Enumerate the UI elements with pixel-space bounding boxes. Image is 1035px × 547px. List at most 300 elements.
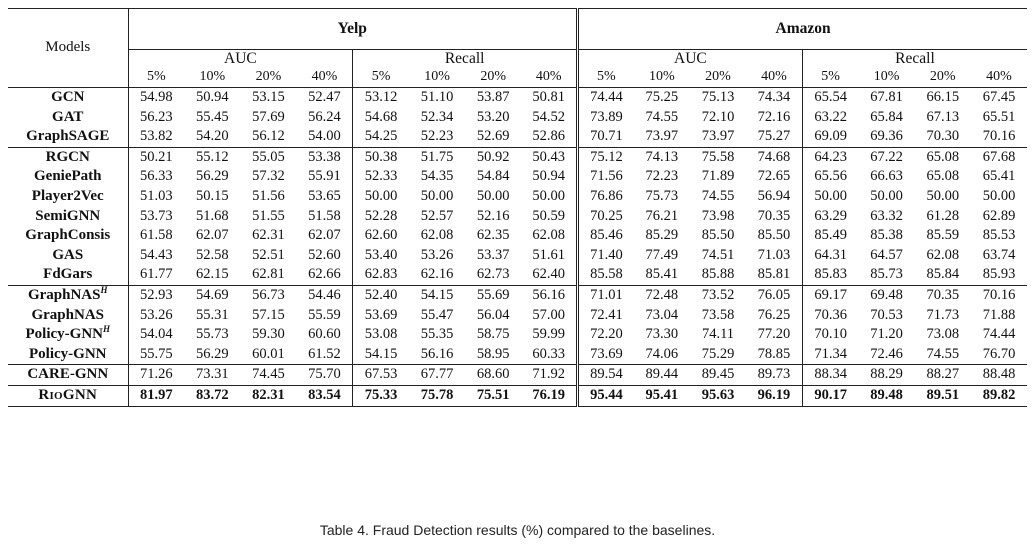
amazon-recall-header: Recall	[802, 50, 1027, 68]
value-cell: 75.73	[645, 187, 679, 204]
table-row	[8, 246, 1027, 266]
model-name-cell	[8, 226, 128, 246]
value-cell: 55.47	[420, 306, 454, 323]
header-row-datasets	[8, 9, 1027, 50]
yelp-header: Yelp	[128, 9, 578, 50]
value-cell: 54.25	[353, 127, 409, 147]
model-name-cell	[8, 365, 128, 386]
value-cell: 90.17	[802, 385, 858, 406]
value-cell: 89.48	[858, 385, 914, 406]
value-cell: 71.73	[926, 306, 960, 323]
model-name: CARE-GNN	[27, 366, 109, 383]
value-cell: 56.94	[757, 187, 791, 204]
value-cell: 62.89	[982, 207, 1016, 224]
model-name-cell	[8, 385, 128, 406]
value-cell: 50.00	[532, 187, 565, 204]
value-cell: 55.45	[195, 108, 229, 125]
value-cell: 85.41	[645, 266, 679, 283]
value-cell: 65.84	[870, 108, 903, 125]
value-cell: 52.51	[252, 246, 285, 263]
value-cell: 50.00	[802, 187, 858, 207]
value-cell: 66.15	[915, 88, 971, 108]
value-cell: 74.55	[926, 345, 960, 362]
value-cell: 72.48	[634, 285, 690, 305]
value-cell: 73.04	[645, 306, 679, 323]
value-cell: 70.16	[982, 128, 1016, 145]
value-cell: 89.51	[915, 385, 971, 406]
header-row-percent	[8, 67, 1027, 88]
value-cell: 50.15	[195, 187, 229, 204]
percent-header: 10%	[184, 67, 240, 88]
value-cell: 75.33	[353, 385, 409, 406]
value-cell: 58.95	[476, 345, 510, 362]
value-cell: 60.33	[532, 345, 565, 362]
value-cell: 52.47	[297, 88, 353, 108]
value-cell: 71.56	[578, 167, 634, 187]
value-cell: 50.00	[353, 187, 409, 207]
value-cell: 75.12	[578, 147, 634, 167]
yelp-auc-header: AUC	[128, 50, 353, 68]
table-row	[8, 167, 1027, 187]
model-name: GeniePath	[34, 168, 102, 185]
model-name-cell	[8, 167, 128, 187]
value-cell: 72.20	[578, 325, 634, 345]
value-cell: 56.29	[195, 168, 229, 185]
value-cell: 73.08	[926, 326, 960, 343]
value-cell: 62.60	[353, 226, 409, 246]
value-cell: 51.68	[195, 207, 229, 224]
table-row	[8, 207, 1027, 227]
value-cell: 71.03	[757, 246, 791, 263]
value-cell: 67.53	[353, 365, 409, 386]
value-cell: 70.71	[578, 127, 634, 147]
value-cell: 96.19	[746, 385, 802, 406]
value-cell: 71.40	[578, 246, 634, 266]
value-cell: 55.59	[308, 306, 341, 323]
value-cell: 53.15	[240, 88, 296, 108]
value-cell: 88.29	[858, 365, 914, 386]
value-cell: 85.49	[802, 226, 858, 246]
value-cell: 55.35	[420, 326, 454, 343]
model-name-cell	[8, 345, 128, 365]
value-cell: 71.92	[521, 365, 577, 386]
percent-header: 20%	[915, 67, 971, 88]
value-cell: 70.30	[926, 128, 960, 145]
value-cell: 55.12	[184, 147, 240, 167]
value-cell: 75.70	[297, 365, 353, 386]
value-cell: 76.05	[746, 285, 802, 305]
value-cell: 53.87	[465, 88, 521, 108]
value-cell: 85.53	[982, 227, 1016, 244]
value-cell: 63.29	[802, 207, 858, 227]
value-cell: 89.82	[971, 385, 1027, 406]
value-cell: 81.97	[128, 385, 184, 406]
value-cell: 76.21	[645, 207, 679, 224]
value-cell: 73.89	[578, 108, 634, 128]
value-cell: 74.55	[645, 108, 679, 125]
model-name: GCN	[51, 89, 85, 105]
value-cell: 74.44	[982, 326, 1016, 343]
value-cell: 85.50	[701, 227, 735, 244]
value-cell: 75.58	[690, 147, 746, 167]
model-name-cell	[8, 187, 128, 207]
value-cell: 95.63	[690, 385, 746, 406]
value-cell: 62.83	[353, 265, 409, 285]
value-cell: 85.58	[578, 265, 634, 285]
value-cell: 64.23	[802, 147, 858, 167]
value-cell: 53.08	[353, 325, 409, 345]
model-name-cell	[8, 306, 128, 326]
value-cell: 62.66	[308, 266, 341, 283]
percent-header: 40%	[746, 67, 802, 88]
table-row	[8, 108, 1027, 128]
value-cell: 51.10	[409, 88, 465, 108]
value-cell: 72.16	[757, 108, 791, 125]
percent-header: 20%	[690, 67, 746, 88]
value-cell: 50.00	[926, 187, 960, 204]
value-cell: 55.75	[140, 345, 173, 362]
value-cell: 67.68	[971, 147, 1027, 167]
value-cell: 58.75	[476, 326, 510, 343]
value-cell: 70.10	[802, 325, 858, 345]
value-cell: 89.45	[690, 365, 746, 386]
value-cell: 73.98	[701, 207, 735, 224]
percent-header: 10%	[634, 67, 690, 88]
value-cell: 75.13	[690, 88, 746, 108]
value-cell: 69.36	[870, 128, 903, 145]
percent-header: 5%	[128, 67, 184, 88]
percent-header: 40%	[971, 67, 1027, 88]
table-row	[8, 127, 1027, 147]
model-name: GraphSAGE	[26, 128, 110, 145]
value-cell: 56.04	[476, 306, 510, 323]
percent-header: 5%	[353, 67, 409, 88]
model-name: GAT	[52, 108, 84, 125]
value-cell: 85.38	[870, 227, 903, 244]
value-cell: 54.00	[308, 128, 341, 145]
value-cell: 62.73	[476, 266, 510, 283]
value-cell: 55.31	[195, 306, 229, 323]
value-cell: 52.33	[353, 167, 409, 187]
value-cell: 52.93	[128, 285, 184, 305]
value-cell: 54.20	[195, 128, 229, 145]
value-cell: 55.69	[465, 285, 521, 305]
value-cell: 50.00	[476, 187, 510, 204]
table-row	[8, 325, 1027, 345]
value-cell: 51.56	[252, 187, 285, 204]
value-cell: 64.57	[870, 246, 903, 263]
table-row	[8, 385, 1027, 406]
model-name-cell	[8, 246, 128, 266]
value-cell: 65.08	[915, 147, 971, 167]
value-cell: 62.81	[252, 266, 285, 283]
value-cell: 74.44	[578, 88, 634, 108]
table-row	[8, 306, 1027, 326]
value-cell: 57.69	[252, 108, 285, 125]
value-cell: 56.12	[252, 128, 285, 145]
table-row	[8, 365, 1027, 386]
value-cell: 72.46	[870, 345, 903, 362]
value-cell: 70.25	[578, 207, 634, 227]
value-cell: 55.91	[308, 168, 341, 185]
model-name-cell	[8, 207, 128, 227]
model-name: Player2Vec	[31, 187, 104, 204]
value-cell: 50.38	[353, 147, 409, 167]
value-cell: 74.13	[634, 147, 690, 167]
value-cell: 54.35	[420, 168, 454, 185]
value-cell: 76.19	[521, 385, 577, 406]
value-cell: 89.73	[746, 365, 802, 386]
value-cell: 57.32	[252, 168, 285, 185]
value-cell: 72.65	[757, 168, 791, 185]
model-name: RGCN	[45, 148, 90, 165]
amazon-auc-header: AUC	[578, 50, 803, 68]
value-cell: 85.73	[870, 266, 903, 283]
value-cell: 77.49	[645, 246, 679, 263]
value-cell: 74.45	[240, 365, 296, 386]
value-cell: 75.29	[701, 345, 735, 362]
value-cell: 62.31	[252, 227, 285, 244]
table-row	[8, 147, 1027, 167]
value-cell: 76.25	[757, 306, 791, 323]
value-cell: 54.84	[476, 168, 510, 185]
value-cell: 56.24	[308, 108, 341, 125]
value-cell: 74.68	[746, 147, 802, 167]
model-name: FdGars	[43, 266, 93, 283]
value-cell: 52.34	[420, 108, 454, 125]
value-cell: 54.52	[532, 108, 565, 125]
table-row	[8, 285, 1027, 305]
value-cell: 63.74	[982, 246, 1016, 263]
value-cell: 60.01	[252, 345, 285, 362]
value-cell: 51.58	[308, 207, 341, 224]
value-cell: 62.07	[308, 227, 341, 244]
value-cell: 56.33	[140, 168, 173, 185]
value-cell: 85.46	[578, 226, 634, 246]
value-cell: 67.81	[858, 88, 914, 108]
value-cell: 61.28	[926, 207, 960, 224]
value-cell: 70.16	[971, 285, 1027, 305]
value-cell: 57.00	[532, 306, 565, 323]
value-cell: 83.54	[297, 385, 353, 406]
value-cell: 88.34	[802, 365, 858, 386]
value-cell: 67.13	[926, 108, 960, 125]
percent-header: 40%	[521, 67, 577, 88]
value-cell: 67.77	[409, 365, 465, 386]
value-cell: 63.32	[870, 207, 903, 224]
table-row	[8, 345, 1027, 365]
value-cell: 71.89	[701, 168, 735, 185]
value-cell: 66.63	[870, 168, 903, 185]
header-row-metrics	[8, 50, 1027, 68]
value-cell: 75.25	[634, 88, 690, 108]
amazon-header: Amazon	[578, 9, 1028, 50]
value-cell: 53.82	[140, 128, 173, 145]
value-cell: 51.61	[532, 246, 565, 263]
value-cell: 53.26	[420, 246, 454, 263]
value-cell: 73.52	[690, 285, 746, 305]
value-cell: 71.20	[870, 326, 903, 343]
value-cell: 61.52	[308, 345, 341, 362]
value-cell: 60.60	[308, 326, 341, 343]
value-cell: 54.98	[128, 88, 184, 108]
value-cell: 85.88	[701, 266, 735, 283]
value-cell: 53.20	[476, 108, 510, 125]
value-cell: 56.73	[240, 285, 296, 305]
value-cell: 50.00	[870, 187, 903, 204]
model-name-cell	[8, 285, 128, 305]
model-name-cell	[8, 147, 128, 167]
value-cell: 83.72	[184, 385, 240, 406]
value-cell: 75.27	[757, 128, 791, 145]
value-cell: 95.41	[634, 385, 690, 406]
percent-header: 5%	[578, 67, 634, 88]
value-cell: 56.29	[195, 345, 229, 362]
value-cell: 50.21	[128, 147, 184, 167]
value-cell: 59.30	[252, 326, 285, 343]
percent-header: 20%	[240, 67, 296, 88]
value-cell: 75.78	[409, 385, 465, 406]
value-cell: 53.26	[140, 306, 173, 323]
model-name: GraphConsis	[25, 227, 111, 244]
model-name: GAS	[52, 246, 84, 263]
model-name: Policy-GNN	[29, 345, 107, 362]
table-body	[8, 9, 1027, 407]
model-name: Policy-GNN	[25, 326, 103, 343]
value-cell: 69.09	[802, 127, 858, 147]
value-cell: 55.73	[195, 326, 229, 343]
value-cell: 89.44	[634, 365, 690, 386]
value-cell: 78.85	[757, 345, 791, 362]
value-cell: 50.00	[420, 187, 454, 204]
value-cell: 53.65	[308, 187, 341, 204]
value-cell: 74.34	[746, 88, 802, 108]
value-cell: 52.28	[353, 207, 409, 227]
value-cell: 52.40	[353, 285, 409, 305]
value-cell: 61.77	[140, 266, 173, 283]
value-cell: 62.08	[926, 246, 960, 263]
value-cell: 85.50	[757, 227, 791, 244]
value-cell: 62.07	[195, 227, 229, 244]
value-cell: 74.11	[701, 326, 735, 343]
value-cell: 65.51	[982, 108, 1016, 125]
value-cell: 50.00	[982, 187, 1016, 204]
value-cell: 72.10	[701, 108, 735, 125]
value-cell: 71.01	[578, 285, 634, 305]
value-cell: 52.57	[420, 207, 454, 224]
value-cell: 52.69	[476, 128, 510, 145]
value-cell: 70.35	[915, 285, 971, 305]
value-cell: 74.06	[645, 345, 679, 362]
value-cell: 70.53	[870, 306, 903, 323]
value-cell: 53.73	[140, 207, 173, 224]
value-cell: 88.27	[915, 365, 971, 386]
value-cell: 85.84	[926, 266, 960, 283]
value-cell: 67.22	[858, 147, 914, 167]
value-cell: 73.30	[645, 326, 679, 343]
value-cell: 89.54	[578, 365, 634, 386]
model-superscript: H	[100, 284, 108, 295]
value-cell: 54.68	[353, 108, 409, 128]
value-cell: 52.23	[420, 128, 454, 145]
percent-header: 10%	[409, 67, 465, 88]
value-cell: 54.15	[409, 285, 465, 305]
value-cell: 71.88	[982, 306, 1016, 323]
value-cell: 50.94	[184, 88, 240, 108]
model-name: SemiGNN	[35, 207, 101, 224]
table-row	[8, 88, 1027, 108]
value-cell: 69.48	[858, 285, 914, 305]
value-cell: 62.15	[195, 266, 229, 283]
value-cell: 50.59	[532, 207, 565, 224]
value-cell: 63.22	[802, 108, 858, 128]
value-cell: 73.58	[701, 306, 735, 323]
model-superscript: H	[102, 324, 110, 335]
value-cell: 62.08	[532, 227, 565, 244]
model-name: GraphNAS	[27, 286, 101, 303]
value-cell: 64.31	[802, 246, 858, 266]
value-cell: 53.69	[353, 306, 409, 326]
model-name-cell	[8, 325, 128, 345]
value-cell: 53.40	[353, 246, 409, 266]
value-cell: 65.54	[802, 88, 858, 108]
yelp-recall-header: Recall	[353, 50, 578, 68]
value-cell: 53.38	[297, 147, 353, 167]
value-cell: 53.37	[476, 246, 510, 263]
value-cell: 76.70	[982, 345, 1016, 362]
value-cell: 54.46	[297, 285, 353, 305]
value-cell: 73.69	[578, 345, 634, 365]
value-cell: 54.43	[140, 246, 173, 263]
models-header: Models	[8, 9, 128, 88]
model-name-cell	[8, 127, 128, 147]
value-cell: 62.40	[532, 266, 565, 283]
table-row	[8, 187, 1027, 207]
value-cell: 57.15	[252, 306, 285, 323]
value-cell: 56.16	[420, 345, 454, 362]
value-cell: 59.99	[532, 326, 565, 343]
value-cell: 73.97	[645, 128, 679, 145]
model-name-cell	[8, 108, 128, 128]
value-cell: 76.86	[578, 187, 634, 207]
value-cell: 73.97	[701, 128, 735, 145]
percent-header: 10%	[858, 67, 914, 88]
table-row	[8, 226, 1027, 246]
value-cell: 88.48	[971, 365, 1027, 386]
value-cell: 50.81	[521, 88, 577, 108]
value-cell: 85.81	[757, 266, 791, 283]
results-table	[8, 8, 1027, 407]
value-cell: 51.55	[252, 207, 285, 224]
percent-header: 20%	[465, 67, 521, 88]
value-cell: 62.16	[420, 266, 454, 283]
value-cell: 56.23	[140, 108, 173, 125]
model-name: GraphNAS	[31, 306, 105, 323]
value-cell: 54.15	[353, 345, 409, 365]
value-cell: 72.41	[578, 306, 634, 326]
value-cell: 52.86	[532, 128, 565, 145]
value-cell: 50.92	[465, 147, 521, 167]
value-cell: 67.45	[971, 88, 1027, 108]
value-cell: 51.03	[140, 187, 173, 204]
value-cell: 50.94	[532, 168, 565, 185]
model-name: RioGNN	[38, 386, 98, 403]
model-name-cell	[8, 88, 128, 108]
value-cell: 65.08	[926, 168, 960, 185]
model-name-cell	[8, 265, 128, 285]
value-cell: 65.56	[802, 167, 858, 187]
value-cell: 85.93	[982, 266, 1016, 283]
